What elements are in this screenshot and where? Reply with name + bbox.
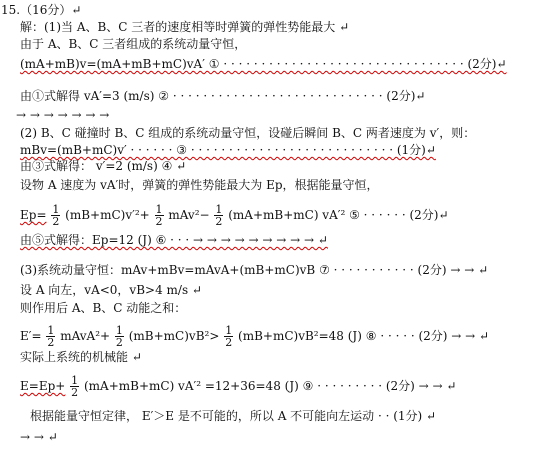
problem-header: 15.（16分）↵	[1, 3, 82, 17]
solution-line-13: 则作用后 A、B、C 动能之和：	[20, 301, 187, 315]
fraction-half: $\frac{1}{2}$	[215, 203, 223, 228]
fraction-half: $\frac{1}{2}$	[115, 324, 123, 349]
result-line-4: 由③式解得： v′=2 (m/s) ④ ↵	[20, 159, 187, 173]
fraction-half: $\frac{1}{2}$	[155, 203, 163, 228]
solution-line-1: 解：(1)当 A、B、C 三者的速度相等时弹簧的弹性势能最大 ↵	[20, 20, 350, 34]
assumption-line: 设 A 向左，vA<0，vB>4 m/s ↵	[20, 283, 202, 297]
fraction-half: $\frac{1}{2}$	[225, 324, 233, 349]
result-line-6	[20, 233, 328, 247]
arrow-row-final: → → ↵	[20, 430, 58, 444]
solution-line-2: 由于 A、B、C 三者组成的系统动量守恒，	[20, 37, 247, 51]
ke-term-1: mAvA²+	[60, 329, 111, 343]
term-2: mAv²−	[168, 208, 210, 222]
result-line-2: 由①式解得 vA′=3 (m/s) ② · · · · · · · · · · · · · · · · · · · · · · · · · · · · (2分)↵	[20, 89, 426, 103]
kinetic-energy-equation-8	[20, 325, 489, 348]
ke-term-3: (mB+mC)vB²=48 (J) ⑧ · · · · · (2分) → → ↵	[238, 329, 490, 343]
e-prime-label: E′=	[20, 329, 42, 343]
mechanical-energy-equation-9	[20, 375, 456, 398]
equation-1-text: (mA+mB)v=(mA+mB+mC)vA′ ① · · · · · · · · · · · · · · · · · · · · · · · · · · · · · · · · (2分)↵	[20, 57, 507, 71]
ep-label: Ep=	[20, 208, 47, 222]
equation-3-text: mBv=(mB+mC)v′ · · · · · · ③ · · · · · · · · · · · · · · · · · · · · · · · · · · · (1分)↵	[20, 143, 436, 157]
fraction-half: $\frac{1}{2}$	[52, 203, 60, 228]
fraction-half: $\frac{1}{2}$	[47, 324, 55, 349]
energy-equation-5	[20, 204, 449, 227]
solution-line-8: 设物 A 速度为 vA′时，弹簧的弹性势能最大为 Ep，根据能量守恒，	[20, 178, 379, 192]
equation-1	[20, 57, 507, 71]
me-term: (mA+mB+mC) vA′² =12+36=48 (J) ⑨ · · · · · · · · · (2分) → → ↵	[83, 379, 457, 393]
momentum-equation-7: (3)系统动量守恒：mAv+mBv=mAvA+(mB+mC)vB ⑦ · · · · · · · · · · · (2分) → → ↵	[20, 263, 489, 277]
arrow-row-1: → → → → → → →	[16, 108, 110, 122]
solution-line-5: (2) B、C 碰撞时 B、C 组成的系统动量守恒，设碰后瞬间 B、C 两者速度为 v′，则：	[20, 126, 476, 140]
fraction-half: $\frac{1}{2}$	[71, 374, 79, 399]
term-3: (mA+mB+mC) vA′² ⑤ · · · · · · (2分)↵	[228, 208, 449, 222]
conclusion-line: 根据能量守恒定律， E′＞E 是不可能的，所以 A 不可能向左运动 · · (1分) ↵	[30, 409, 437, 423]
term-1: (mB+mC)v′²+	[65, 208, 150, 222]
ke-term-2: (mB+mC)vB²>	[128, 329, 220, 343]
solution-line-15: 实际上系统的机械能 ↵	[20, 350, 142, 364]
result-6-text: 由⑤式解得：Ep=12 (J) ⑥ · · · → → → → → → → → → ↵	[20, 233, 328, 247]
equation-3	[20, 143, 436, 157]
e-label: E=Ep+	[20, 379, 66, 393]
